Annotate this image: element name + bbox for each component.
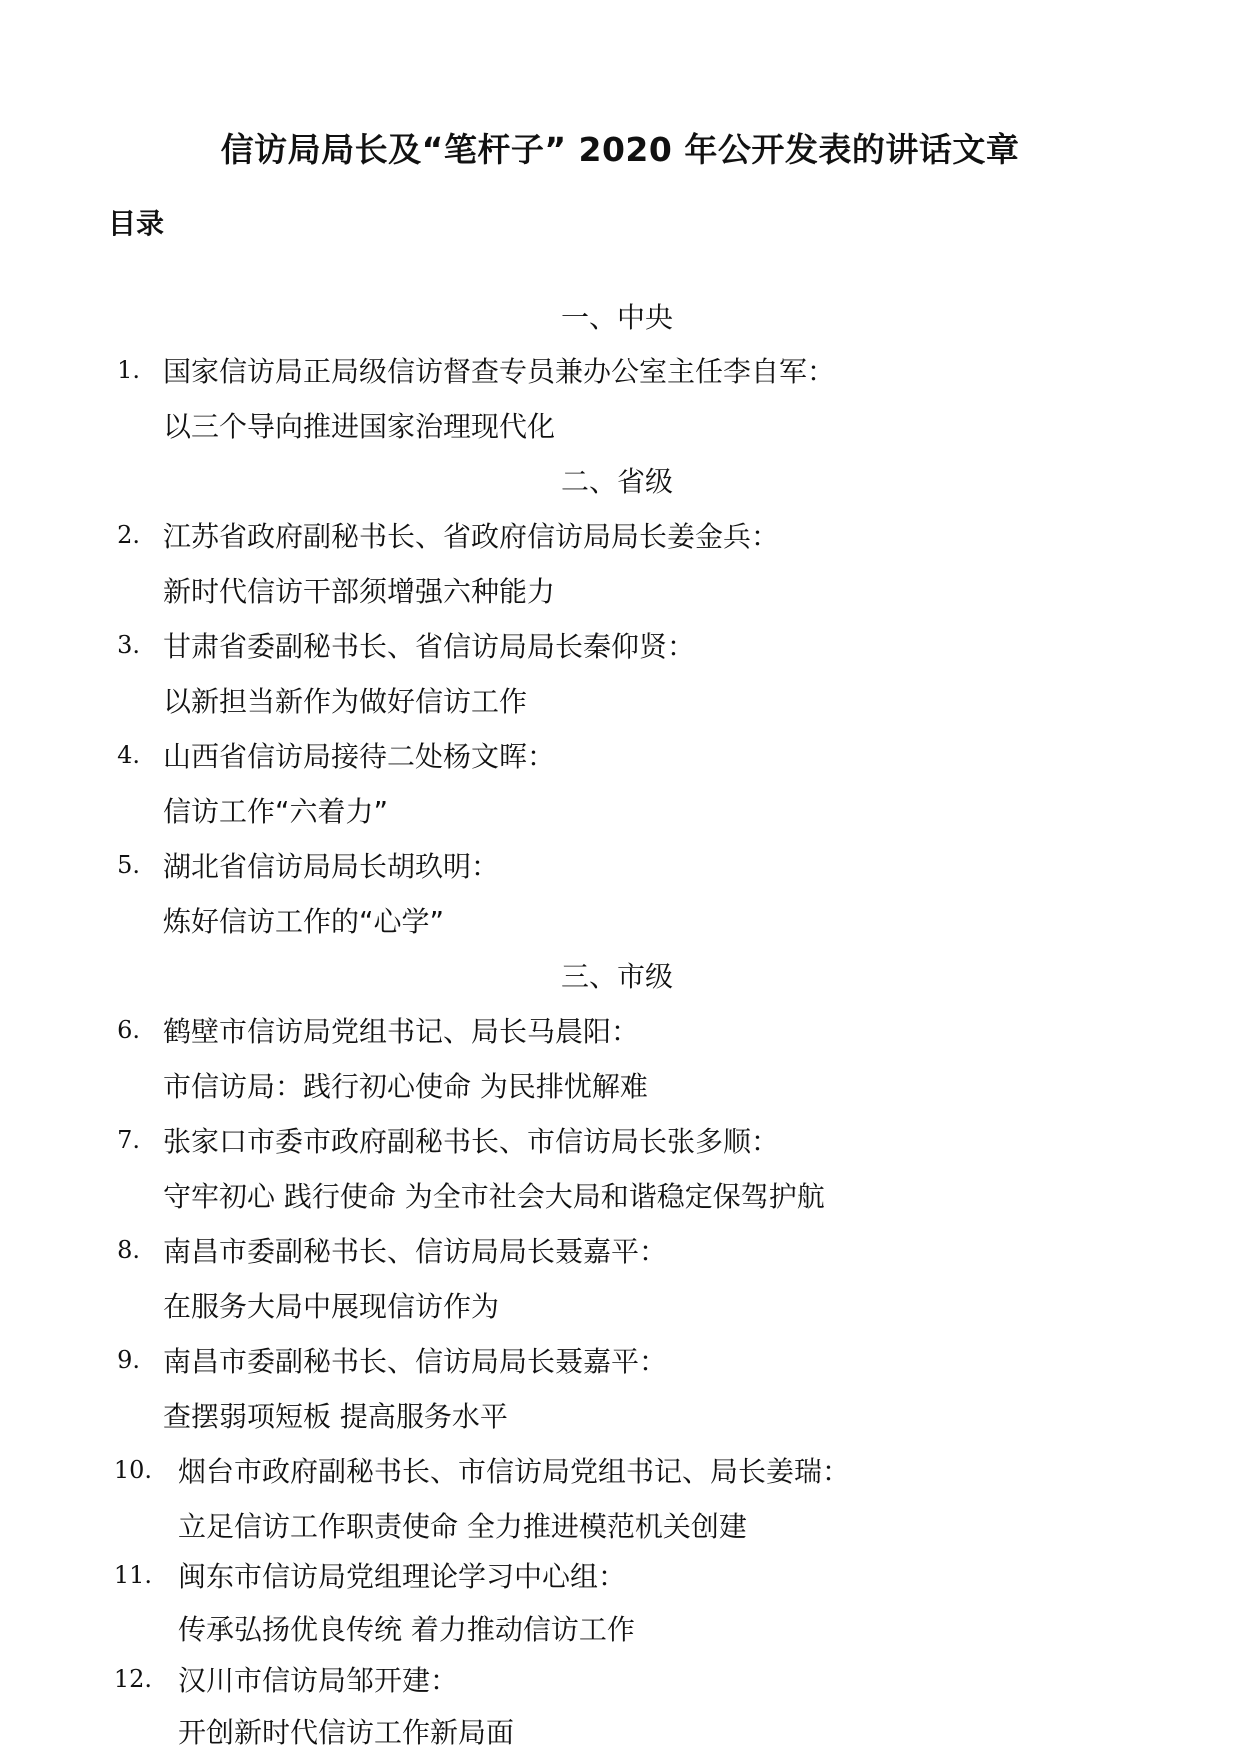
entry-number: 9.	[117, 1346, 140, 1374]
entry-title: 以新担当新作为做好信访工作	[163, 685, 528, 718]
entry-number: 3.	[117, 631, 140, 659]
entry-title: 查摆弱项短板 提高服务水平	[163, 1400, 508, 1433]
section-heading-label: 三、市级	[560, 960, 673, 993]
entry-title: 守牢初心 践行使命 为全市社会大局和谐稳定保驾护航	[163, 1180, 825, 1213]
entry-number: 8.	[117, 1236, 140, 1264]
entry-title: 以三个导向推进国家治理现代化	[163, 410, 556, 443]
entry-author: 国家信访局正局级信访督查专员兼办公室主任李自军：	[163, 355, 836, 388]
section-heading-label: 二、省级	[560, 465, 673, 498]
section-heading-label: 一、中央	[560, 301, 673, 334]
entry-number: 5.	[117, 851, 140, 879]
section-heading-provincial	[0, 460, 1240, 500]
entry-title: 立足信访工作职责使命 全力推进模范机关创建	[178, 1510, 747, 1543]
entry-number: 12.	[113, 1665, 152, 1693]
entry-number: 10.	[113, 1456, 152, 1484]
entry-title: 市信访局：践行初心使命 为民排忧解难	[163, 1070, 648, 1103]
entry-author: 闽东市信访局党组理论学习中心组：	[178, 1560, 627, 1593]
entry-number: 6.	[117, 1016, 140, 1044]
entry-title: 传承弘扬优良传统 着力推动信访工作	[178, 1613, 635, 1646]
entry-title: 在服务大局中展现信访作为	[163, 1290, 500, 1323]
entry-author: 鹤壁市信访局党组书记、局长马晨阳：	[163, 1015, 640, 1048]
entry-title: 新时代信访干部须增强六种能力	[163, 575, 556, 608]
entry-number: 2.	[117, 521, 140, 549]
entry-author: 山西省信访局接待二处杨文晖：	[163, 740, 556, 773]
entry-author: 甘肃省委副秘书长、省信访局局长秦仰贤：	[163, 630, 696, 663]
entry-title: 信访工作“六着力”	[163, 795, 389, 828]
entry-author: 汉川市信访局邹开建：	[178, 1664, 459, 1697]
entry-author: 南昌市委副秘书长、信访局局长聂嘉平：	[163, 1345, 668, 1378]
entry-title: 开创新时代信访工作新局面	[178, 1716, 515, 1749]
toc-heading: 目录	[108, 207, 165, 240]
entry-number: 7.	[117, 1126, 140, 1154]
entry-title: 炼好信访工作的“心学”	[163, 905, 445, 938]
entry-author: 湖北省信访局局长胡玖明：	[163, 850, 500, 883]
document-title: 信访局局长及“笔杆子” 2020 年公开发表的讲话文章	[220, 130, 1020, 169]
entry-author: 江苏省政府副秘书长、省政府信访局局长姜金兵：	[163, 520, 780, 553]
entry-number: 4.	[117, 741, 140, 769]
entry-number: 1.	[117, 356, 140, 384]
entry-author: 张家口市委市政府副秘书长、市信访局长张多顺：	[163, 1125, 780, 1158]
entry-number: 11.	[113, 1561, 152, 1589]
section-heading-municipal	[0, 955, 1240, 995]
section-heading-central	[0, 296, 1240, 336]
entry-author: 南昌市委副秘书长、信访局局长聂嘉平：	[163, 1235, 668, 1268]
entry-author: 烟台市政府副秘书长、市信访局党组书记、局长姜瑞：	[178, 1455, 851, 1488]
